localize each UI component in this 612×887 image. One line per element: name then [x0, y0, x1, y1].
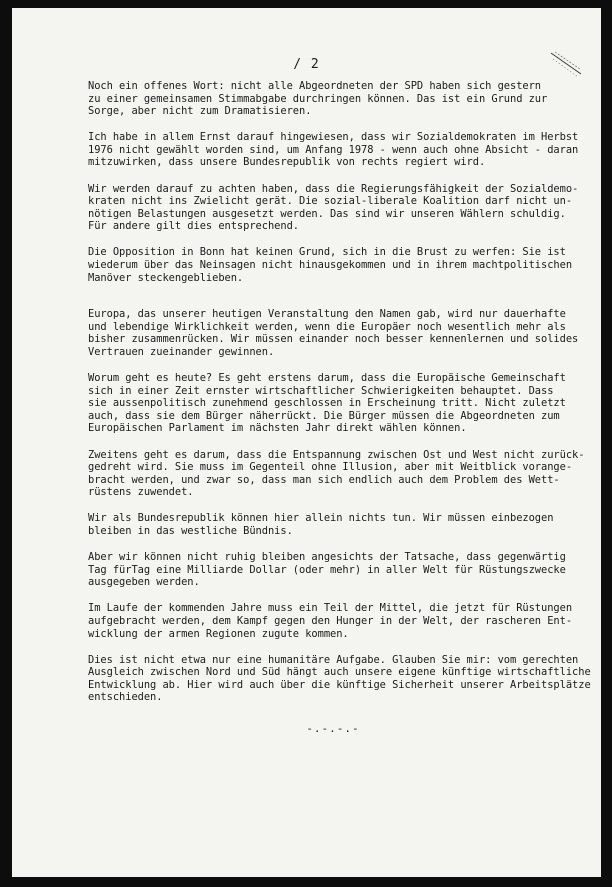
letter-body [88, 80, 591, 736]
paragraph: Wir als Bundesrepublik können hier allein nichts tun. Wir müssen einbezogen bleiben in das westliche Bündnis. [88, 512, 554, 538]
paragraph: Dies ist nicht etwa nur eine humanitäre Aufgabe. Glauben Sie mir: vom gerechten Ausgleich zwischen Nord und Süd hängt auch unsere eigene künftige wirtschaftliche Entwicklung ab. Hier wird auch über die künftige Sicherheit unserer Arbeitsplätze entschieden. [88, 653, 591, 704]
corner-scribble-mark [549, 50, 583, 78]
paragraph: Ich habe in allem Ernst darauf hingewiesen, dass wir Sozialdemokraten im Herbst 1976 nicht gewählt worden sind, um Anfang 1978 - wenn auch ohne Absicht - daran mitzuwirken, dass unsere Bundesrepublik von rechts regiert wird. [88, 131, 579, 169]
closing-mark: -.-.-.- [306, 722, 360, 736]
paragraph: Aber wir können nicht ruhig bleiben angesichts der Tatsache, dass gegenwärtig Tag fürTag eine Milliarde Dollar (oder mehr) in aller Welt für Rüstungszwecke ausgegeben werden. [88, 551, 566, 589]
paragraph: Worum geht es heute? Es geht erstens darum, dass die Europäische Gemeinschaft sich in einer Zeit ernster wirtschaftlicher Schwierigkeiten behauptet. Dass sie aussenpolitisch zunehmend geschlossen in Erscheinung tritt. Nicht zuletzt auch, dass sie dem Bürger näherrückt. Die Bürger müssen die Abgeordneten zum Europäischen Parlament im nächsten Jahr direkt wählen können. [88, 372, 566, 435]
paragraph: Europa, das unserer heutigen Veranstaltung den Namen gab, wird nur dauerhafte und lebendige Wirklichkeit werden, wenn die Europäer noch wesentlich mehr als bisher zusammenrücken. Wir müssen einander noch besser kennenlernen und solides Vertrauen zueinander gewinnen. [88, 308, 579, 358]
paragraph: Noch ein offenes Wort: nicht alle Abgeordneten der SPD haben sich gestern zu einer gemeinsamen Stimmabgabe durchringen können. Das ist ein Grund zur Sorge, aber nicht zum Dramatisieren. [88, 80, 548, 118]
paragraph: Im Laufe der kommenden Jahre muss ein Teil der Mittel, die jetzt für Rüstungen aufgebracht werden, dem Kampf gegen den Hunger in der Welt, der rascheren Ent- wicklung der armen Regionen zugute kommen. [88, 602, 573, 640]
paragraph: Wir werden darauf zu achten haben, dass die Regierungsfähigkeit der Sozialdemo- kraten nicht ins Zwielicht gerät. Die sozial-liberale Koalition darf nicht un- nötigen Belastungen ausgesetzt werden. Das sind wir unseren Wählern schuldig. Für andere gilt dies entsprechend. [88, 182, 579, 233]
page-number: / 2 [293, 57, 320, 72]
paragraph: Zweitens geht es darum, dass die Entspannung zwischen Ost und West nicht zurück- gedreht wird. Sie muss im Gegenteil ohne Illusion, aber mit Weitblick vorange- bracht werden, und zwar so, dass man sich endlich auch dem Problem des Wett- rüstens zuwendet. [88, 448, 585, 499]
paragraph: Die Opposition in Bonn hat keinen Grund, sich in die Brust zu werfen: Sie ist wiederum über das Neinsagen nicht hinausgekommen und in ihrem machtpolitischen Manöver steckengeblieben. [88, 246, 573, 284]
document-page [12, 8, 601, 877]
